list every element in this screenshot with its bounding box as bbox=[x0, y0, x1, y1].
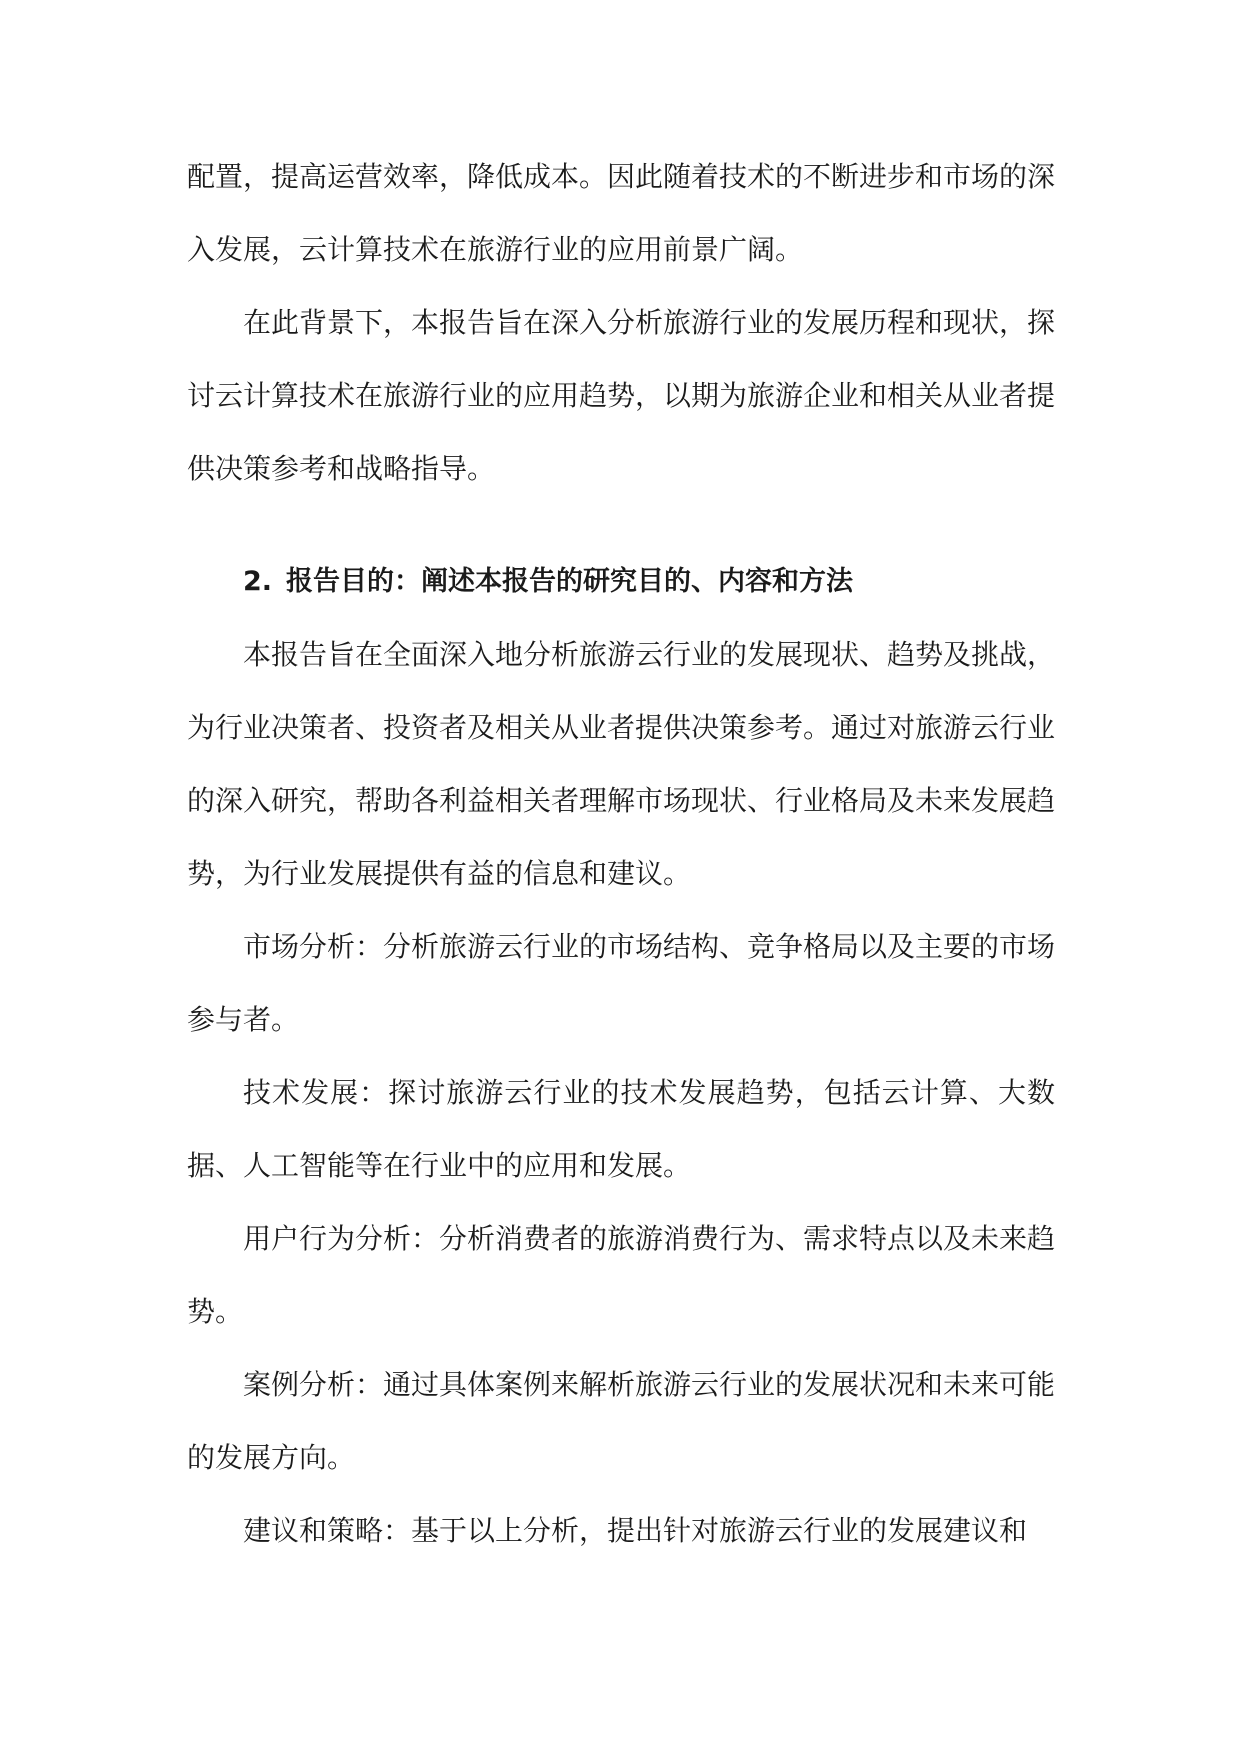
paragraph-market-analysis: 市场分析：分析旅游云行业的市场结构、竞争格局以及主要的市场参与者。 bbox=[187, 930, 1056, 1036]
paragraph-background: 在此背景下，本报告旨在深入分析旅游行业的发展历程和现状，探讨云计算技术在旅游行业的应用趋势，以期为旅游企业和相关从业者提供决策参考和战略指导。 bbox=[187, 306, 1056, 485]
paragraph-technology: 技术发展：探讨旅游云行业的技术发展趋势，包括云计算、大数据、人工智能等在行业中的应用和发展。 bbox=[187, 1076, 1055, 1182]
section-number: 2. bbox=[243, 566, 273, 597]
document-page bbox=[187, 140, 1055, 1567]
paragraph-user-behavior: 用户行为分析：分析消费者的旅游消费行为、需求特点以及未来趋势。 bbox=[187, 1222, 1056, 1328]
paragraph-purpose: 本报告旨在全面深入地分析旅游云行业的发展现状、趋势及挑战，为行业决策者、投资者及相关从业者提供决策参考。通过对旅游云行业的深入研究，帮助各利益相关者理解市场现状、行业格局及未来发展趋势，为行业发展提供有益的信息和建议。 bbox=[187, 638, 1056, 890]
paragraph-recommendations: 建议和策略：基于以上分析，提出针对旅游云行业的发展建议和 bbox=[243, 1514, 1028, 1547]
section-heading bbox=[187, 545, 1055, 618]
section-title: 报告目的：阐述本报告的研究目的、内容和方法 bbox=[286, 566, 854, 597]
paragraph-case-study: 案例分析：通过具体案例来解析旅游云行业的发展状况和未来可能的发展方向。 bbox=[187, 1368, 1056, 1474]
paragraph-continuation: 配置，提高运营效率，降低成本。因此随着技术的不断进步和市场的深入发展，云计算技术在旅游行业的应用前景广阔。 bbox=[187, 160, 1056, 266]
